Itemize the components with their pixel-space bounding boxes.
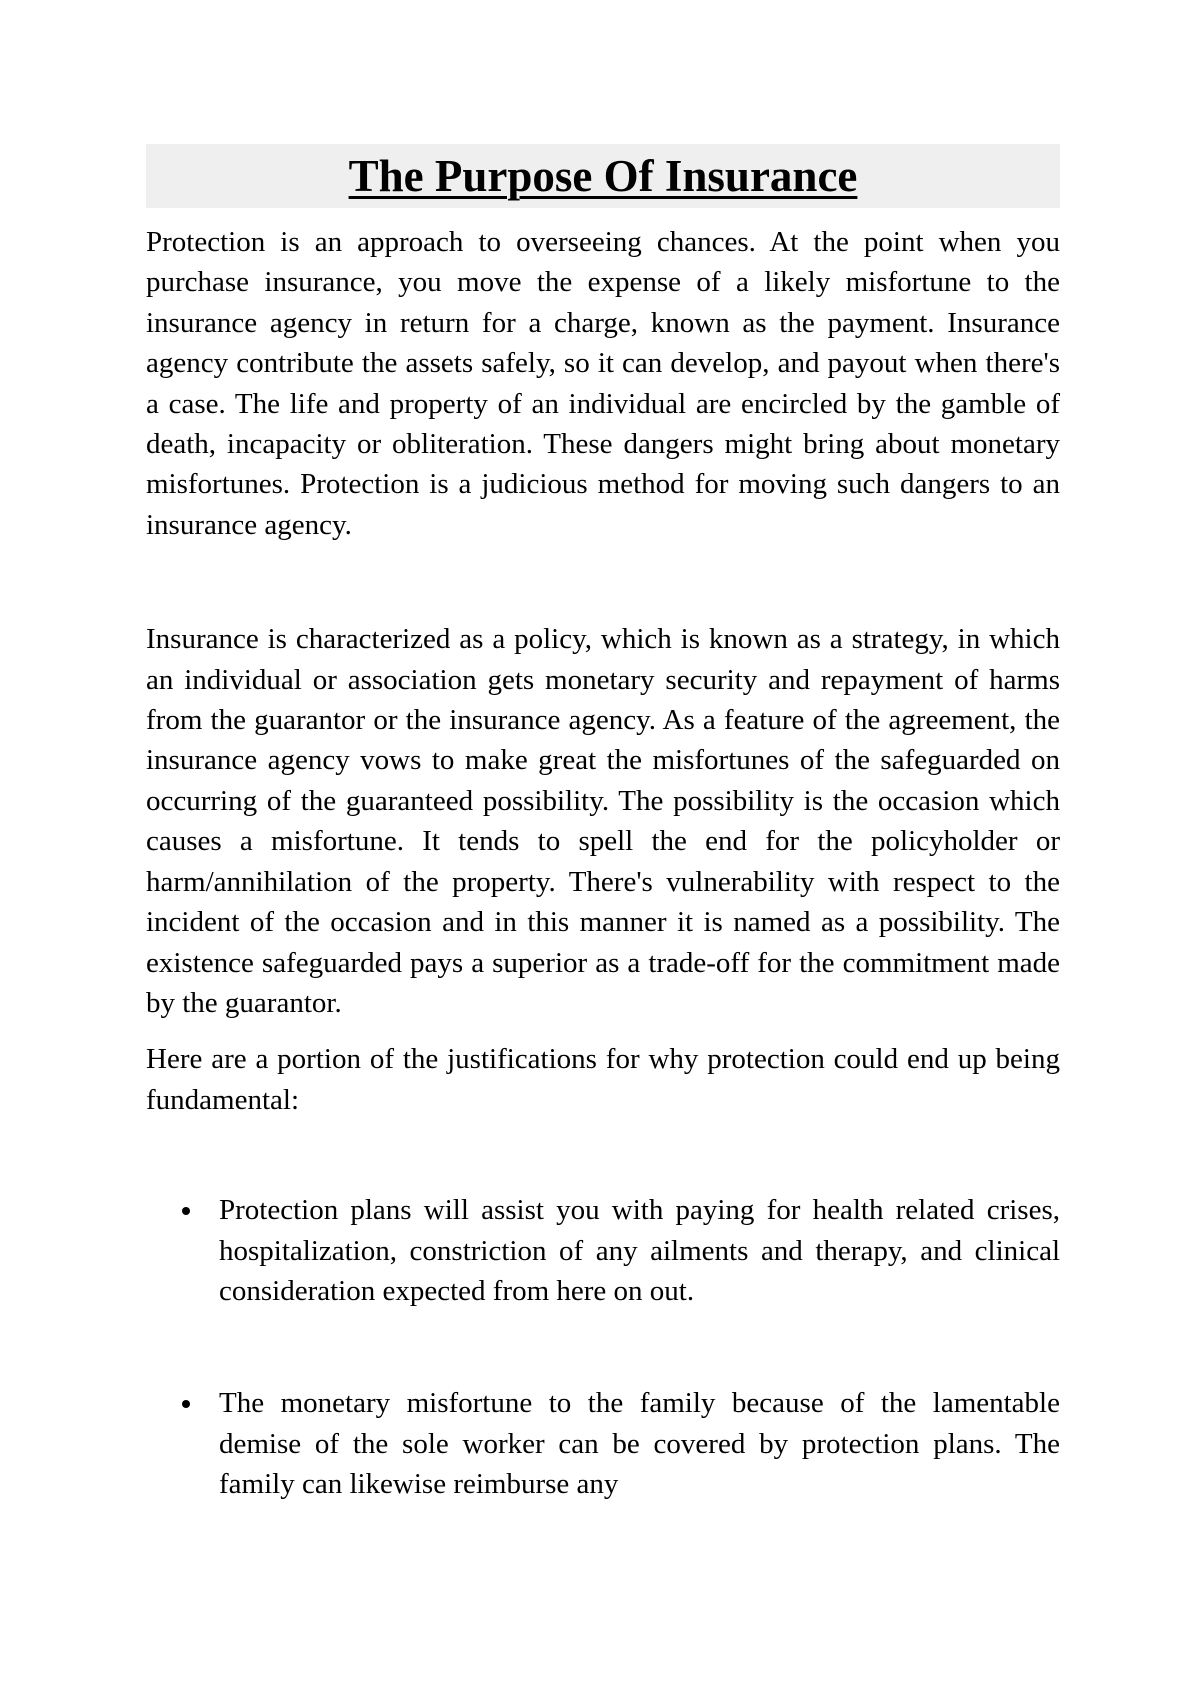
list-item: [146, 1190, 1060, 1311]
list-item-text: The monetary misfortune to the family because of the lamentable demise of the sole worker can be covered by protection plans. The family can likewise reimburse any: [219, 1387, 1060, 1501]
justification-list: [146, 1190, 1060, 1504]
title-banner: [146, 144, 1060, 208]
paragraph-justifications-intro: Here are a portion of the justifications for why protection could end up being fundamental:: [146, 1043, 1060, 1116]
list-item-text: Protection plans will assist you with paying for health related crises, hospitalization, constriction of any ailments and therapy, and clinical consideration expected from here on out.: [219, 1194, 1060, 1307]
list-item: [146, 1383, 1060, 1504]
bullet-icon: [182, 1400, 190, 1408]
paragraph-definition: Insurance is characterized as a policy, which is known as a strategy, in which an individual or association gets monetary security and repayment of harms from the guarantor or the insurance agency. As a feature of the agreement, the insurance agency vows to make great the misfortunes of the safeguarded on occurring of the guaranteed possibility. The possibility is the occasion which causes a misfortune. It tends to spell the end for the policyholder or harm/annihilation of the property. There's vulnerability with respect to the incident of the occasion and in this manner it is named as a possibility. The existence safeguarded pays a superior as a trade-off for the commitment made by the guarantor.: [146, 623, 1060, 1019]
document-page: [146, 144, 1060, 1505]
bullet-icon: [182, 1207, 190, 1215]
page-title: The Purpose Of Insurance: [348, 150, 858, 201]
paragraph-purpose: Protection is an approach to overseeing chances. At the point when you purchase insurance, you move the expense of a likely misfortune to the insurance agency in return for a charge, known as the payment. Insurance agency contribute the assets safely, so it can develop, and payout when there's a case. The life and property of an individual are encircled by the gamble of death, incapacity or obliteration. These dangers might bring about monetary misfortunes. Protection is a judicious method for moving such dangers to an insurance agency.: [146, 226, 1060, 541]
